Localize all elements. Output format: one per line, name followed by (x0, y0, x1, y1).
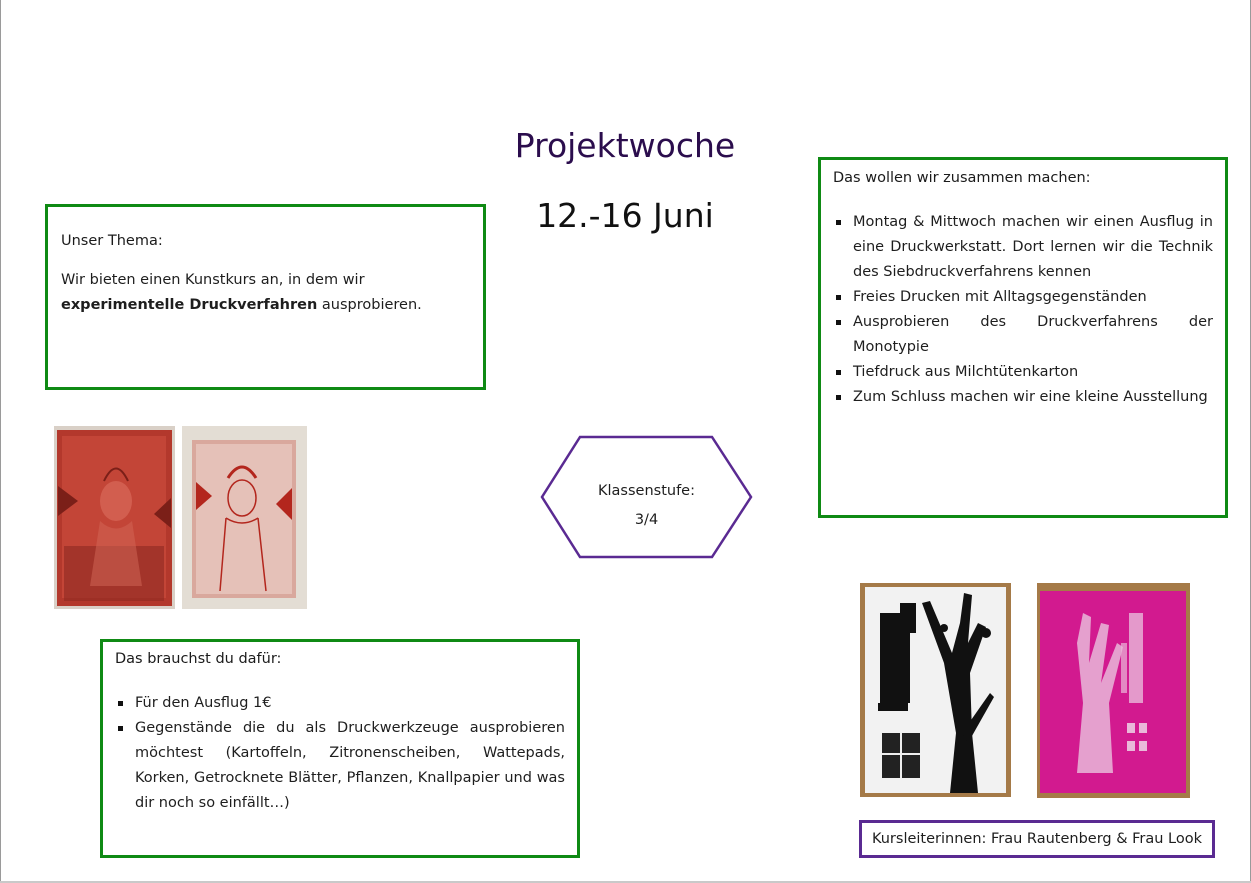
black-tree-print-photo (860, 583, 1011, 797)
topic-text-end: ausprobieren. (317, 297, 422, 313)
grade-value: 3/4 (634, 512, 659, 528)
plan-item: Ausprobieren des Druckverfahrens der Monotypie (833, 310, 1213, 360)
requirements-item: Für den Ausflug 1€ (115, 691, 565, 716)
topic-text-bold: experimentelle Druckverfahren (61, 297, 318, 313)
requirements-list (115, 691, 565, 816)
topic-text (61, 268, 471, 318)
page-title: Projektwoche (514, 126, 736, 165)
requirements-item: Gegenstände die du als Druckwerkzeuge ausprobieren möchtest (Kartoffeln, Zitronenscheiben, Wattepads, Korken, Getrocknete Blätter, Pflanzen, Knallpapier und was dir noch so einfällt…) (115, 716, 565, 816)
course-leaders: Kursleiterinnen: Frau Rautenberg & Frau Look (859, 820, 1215, 858)
plan-box (818, 157, 1228, 518)
requirements-heading: Das brauchst du dafür: (115, 651, 282, 667)
red-print-photo-2 (182, 426, 307, 609)
event-date: 12.-16 Juni (536, 196, 714, 235)
red-print-photo-1 (54, 426, 175, 609)
requirements-box (100, 639, 580, 858)
plan-item: Zum Schluss machen wir eine kleine Ausstellung (833, 385, 1213, 410)
magenta-print-photo (1037, 583, 1190, 798)
plan-item: Freies Drucken mit Alltagsgegenständen (833, 285, 1213, 310)
topic-box (45, 204, 486, 390)
plan-heading: Das wollen wir zusammen machen: (833, 170, 1091, 186)
topic-text-part: Wir bieten einen Kunstkurs an, in dem wir (61, 272, 365, 288)
topic-heading: Unser Thema: (61, 233, 163, 249)
grade-label: Klassenstufe: (598, 483, 695, 499)
plan-item: Montag & Mittwoch machen wir einen Ausflug in eine Druckwerkstatt. Dort lernen wir die Technik des Siebdruckverfahrens kennen (833, 210, 1213, 285)
plan-item: Tiefdruck aus Milchtütenkarton (833, 360, 1213, 385)
grade-info (540, 477, 753, 535)
plan-list (833, 210, 1213, 410)
